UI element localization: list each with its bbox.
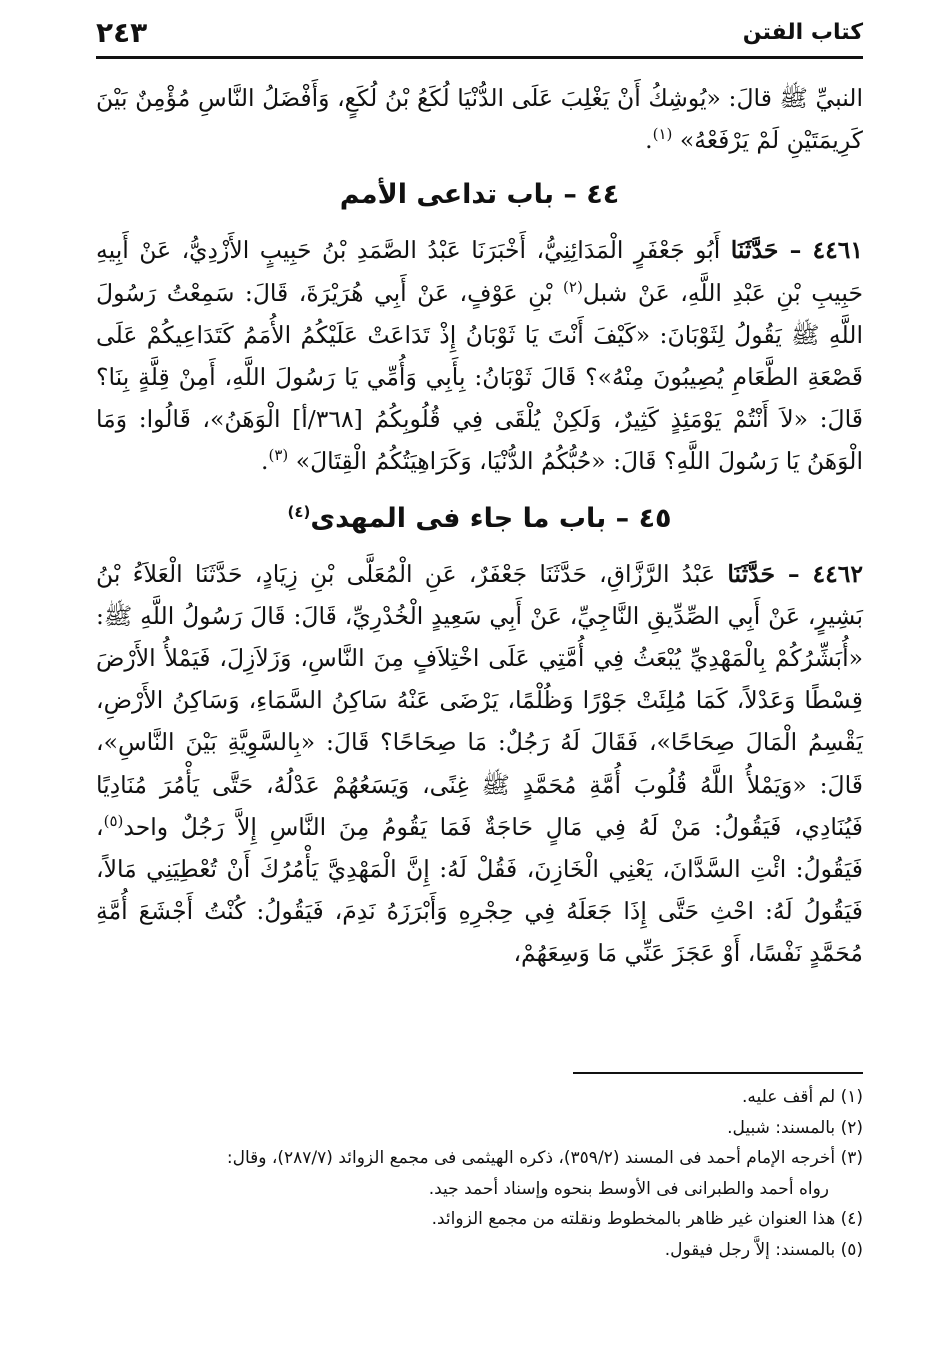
page-header xyxy=(96,14,863,59)
footnote-marker: (٢) xyxy=(840,1117,863,1138)
footnote-marker: (٣) xyxy=(840,1148,863,1168)
footnote-2 xyxy=(96,1113,863,1144)
footnote-text: بالمسند: شبيل. xyxy=(727,1117,836,1138)
footnote-marker: (٥) xyxy=(840,1239,863,1260)
paragraph-continuation xyxy=(96,77,863,161)
hadith-lead: – حَدَّثَنَا xyxy=(730,236,813,265)
footnote-marker: (١) xyxy=(840,1087,863,1107)
footnote-5 xyxy=(96,1235,863,1266)
hadith-number: ٤٤٦١ xyxy=(812,236,863,265)
footnote-divider xyxy=(573,1072,863,1074)
footnote-text: أخرجه الإمام أحمد فى المسند (٣٥٩/٢)، ذكره الهيثمى فى مجمع الزوائد (٢٨٧/٧)، وقال: xyxy=(226,1148,836,1168)
chapter-heading-44: ٤٤ – باب تداعى الأمم xyxy=(339,179,620,211)
chapter-heading-45 xyxy=(96,499,863,539)
hadith-4461 xyxy=(96,229,863,482)
footnote-3 xyxy=(96,1143,863,1174)
hadith-text: أَبُو جَعْفَرٍ الْمَدَائِنِيُّ، أَخْبَرَنَا عَبْدُ الصَّمَدِ بْنُ حَبِيبٍ الأَزْدِيُّ، عَنْ أَبِيهِ حَبِيبِ بْنِ عَبْدِ اللَّهِ، عَنْ شبل xyxy=(96,236,863,307)
hadith-number: ٤٤٦٢ xyxy=(812,559,863,588)
footnote-ref[interactable]: (٥) xyxy=(103,812,124,831)
footnote-text: لم أقف عليه. xyxy=(742,1087,836,1107)
paragraph-text: النبيِّ ﷺ قالَ: «يُوشِكُ أَنْ يَغْلِبَ عَلَى الدُّنْيَا لُكَعُ بْنُ لُكَعٍ، وَأَفْضَلُ النَّاسِ مُؤْمِنٌ بَيْنَ كَرِيمَتَيْنِ لَمْ يَرْفَعْهُ» xyxy=(96,84,863,155)
footnote-3-continuation: رواه أحمد والطبرانى فى الأوسط بنحوه وإسناد أحمد جيد. xyxy=(428,1178,829,1199)
hadith-text: بْنِ عَوْفٍ، عَنْ أَبِي هُرَيْرَةَ، قَالَ: سَمِعْتُ رَسُولَ اللَّهِ ﷺ يَقُولُ لِثَوْبَانَ: «كَيْفَ أَنْتَ يَا ثَوْبَانُ إِذْ تَدَاعَتْ عَلَيْكُمُ الأُمَمُ كَتَدَاعِيكُمْ عَلَى قَصْعَةِ الطَّعَامِ يُصِيبُونَ مِنْهُ»؟ قَالَ ثَوْبَانُ: بِأَبِي وَأُمِّي يَا رَسُولَ اللَّهِ، أَمِنْ قِلَّةٍ بِنَا؟ قَالَ: «لاَ أَنْتُمْ يَوْمَئِذٍ كَثِيرٌ، وَلَكِنْ يُلْقَى فِي قُلُوبِكُمُ [٣٦٨/أ] الْوَهَنُ»، قَالُوا: وَمَا الْوَهَنُ يَا رَسُولَ اللَّهِ؟ قَالَ: «حُبُّكُمُ الدُّنْيَا، وَكَرَاهِيَتُكُمُ الْقِتَالَ» xyxy=(96,278,863,476)
footnote-1 xyxy=(96,1082,863,1113)
page-number: ٢٤٣ xyxy=(96,16,148,49)
punctuation: . xyxy=(645,126,653,155)
chapter-title: ٤٥ – باب ما جاء فى المهدى xyxy=(310,502,672,534)
running-title: كتاب الفتن xyxy=(742,20,863,45)
footnote-text: هذا العنوان غير ظاهر بالمخطوط ونقلته من مجمع الزوائد. xyxy=(431,1209,836,1229)
hadith-text: ، فَيَقُولُ: ائْتِ السَّدَّانَ، يَعْنِي الْخَازِنَ، فَقُلْ لَهُ: إِنَّ الْمَهْدِيَّ يَأْمُرُكَ أَنْ تُعْطِيَنِي مَالاً، فَيَقُولُ لَهُ: احْثِ حَتَّى إِذَا جَعَلَهُ فِي حِجْرِهِ وَأَبْرَزَهُ نَدِمَ، فَيَقُولُ: كُنْتُ أَجْشَعَ أُمَّةِ مُحَمَّدٍ نَفْسًا، أَوْ عَجَزَ عَنِّي مَا وَسِعَهُمْ، xyxy=(96,812,863,968)
footnote-text: بالمسند: إلاَّ رجل فيقول. xyxy=(664,1239,836,1260)
footnote-4 xyxy=(96,1204,863,1235)
hadith-text: عَبْدُ الرَّزَّاقِ، حَدَّثَنَا جَعْفَرٌ، عَنِ الْمُعَلَّى بْنِ زِيَادٍ، حَدَّثَنَا الْعَلاَءُ بْنُ بَشِيرٍ، عَنْ أَبِي الصِّدِّيقِ النَّاجِيِّ، عَنْ أَبِي سَعِيدٍ الْخُدْرِيِّ، قَالَ: قَالَ رَسُولُ اللَّهِ ﷺ: «أُبَشِّرُكُمْ بِالْمَهْدِيِّ يُبْعَثُ فِي أُمَّتِي عَلَى اخْتِلاَفٍ مِنَ النَّاسِ، وَزَلاَزِلَ، فَيَمْلأُ الأَرْضَ قِسْطًا وَعَدْلاً، كَمَا مُلِئَتْ جَوْرًا وَظُلْمًا، يَرْضَى عَنْهُ سَاكِنُ السَّمَاءِ، وَسَاكِنُ الأَرْضِ، يَقْسِمُ الْمَالَ صِحَاحًا»، فَقَالَ لَهُ رَجُلٌ: مَا صِحَاحًا؟ قَالَ: «بِالسَّوِيَّةِ بَيْنَ النَّاسِ»، قَالَ: «وَيَمْلأُ اللَّهُ قُلُوبَ أُمَّةِ مُحَمَّدٍ ﷺ غِنًى، وَيَسَعُهُمْ عَدْلُهُ، حَتَّى يَأْمُرَ مُنَادِيًا فَيُنَادِي، فَيَقُولُ: مَنْ لَهُ فِي مَالٍ حَاجَةٌ فَمَا يَقُومُ مِنَ النَّاسِ إِلاَّ رَجُلٌ واحد xyxy=(96,559,863,841)
footnote-ref[interactable]: (٤) xyxy=(287,502,311,521)
footnote-marker: (٤) xyxy=(840,1209,863,1229)
punctuation: . xyxy=(260,447,269,476)
hadith-4462 xyxy=(96,553,863,975)
footnote-ref[interactable]: (٣) xyxy=(268,446,289,465)
hadith-lead: – حَدَّثَنَا xyxy=(727,559,813,588)
footnote-ref[interactable]: (١) xyxy=(652,125,673,144)
footnote-ref[interactable]: (٢) xyxy=(563,277,583,296)
footnotes xyxy=(96,1082,863,1265)
